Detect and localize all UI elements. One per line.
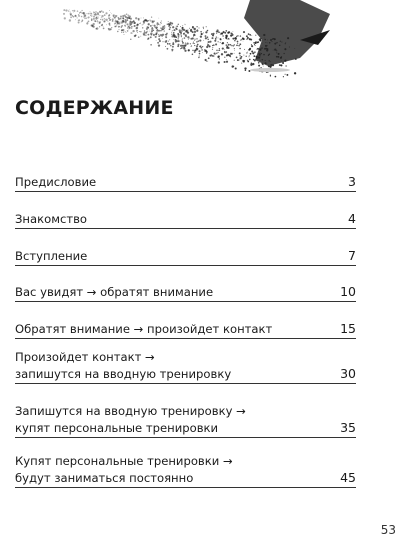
toc-entry-line: Предисловие <box>15 175 97 189</box>
toc-entry-line: Купят персональные тренировки → <box>15 454 233 468</box>
toc-entry-line: будут заниматься постоянно <box>15 471 194 485</box>
toc-entry-page: 45 <box>340 470 356 485</box>
toc-entry <box>15 321 356 339</box>
toc-entry-line: Знакомство <box>15 212 88 226</box>
toc-entry-page: 10 <box>340 284 356 299</box>
toc-entry-line: запишутся на вводную тренировку <box>15 367 232 381</box>
toc-entry <box>15 284 356 302</box>
toc-entry <box>15 453 356 488</box>
page-number: 53 <box>380 523 396 537</box>
toc-entry-page: 3 <box>348 174 356 189</box>
toc-entry-line: Вступление <box>15 249 88 263</box>
toc-entry-page: 7 <box>348 248 356 263</box>
toc-entry <box>15 211 356 229</box>
toc-entry-line: купят персональные тренировки <box>15 421 219 435</box>
toc-entry-line: Произойдет контакт → <box>15 350 155 364</box>
toc-entry <box>15 349 356 384</box>
toc-entry <box>15 174 356 192</box>
toc-entry <box>15 403 356 438</box>
toc-entry-page: 35 <box>340 420 356 435</box>
toc-title: СОДЕРЖАНИЕ <box>15 97 174 119</box>
toc-entry-page: 30 <box>340 366 356 381</box>
dotted-figure-illustration <box>0 0 410 85</box>
toc-entry-page: 4 <box>348 211 356 226</box>
toc-entry-line: Запишутся на вводную тренировку → <box>15 404 246 418</box>
toc-entry-line: Обратят внимание → произойдет контакт <box>15 322 273 336</box>
toc-entry-line: Вас увидят → обратят внимание <box>15 285 214 299</box>
toc-entry <box>15 248 356 266</box>
toc-entry-page: 15 <box>340 321 356 336</box>
